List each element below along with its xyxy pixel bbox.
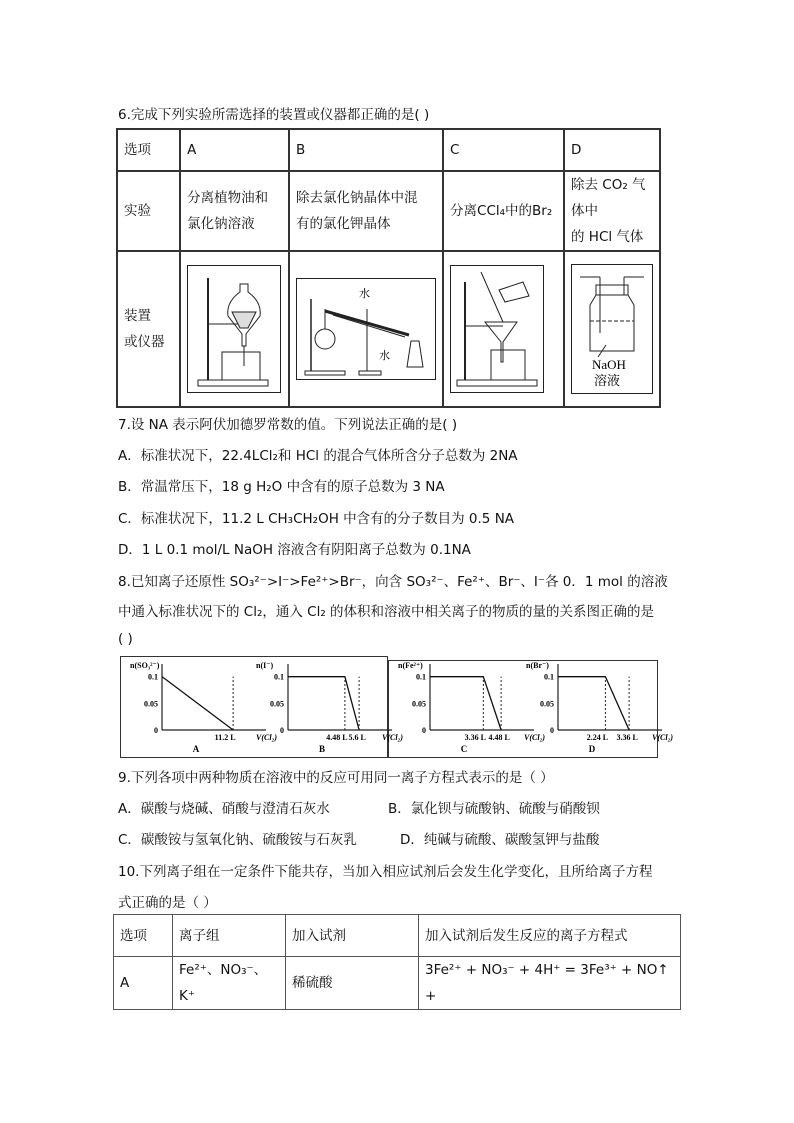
q10-line1: 10.下列离子组在一定条件下能共存，当加入相应试剂后会发生化学变化，且所给离子方程 xyxy=(118,864,653,880)
q6-head-option: 选项 xyxy=(117,129,180,171)
y-tick-label: 0 xyxy=(154,726,158,735)
y-tick-label: 0 xyxy=(422,726,426,735)
q6-opt-b: B xyxy=(289,129,443,171)
q6-opt-d: D xyxy=(564,129,660,171)
q6-exp-a: 分离植物油和 氯化钠溶液 xyxy=(180,171,289,251)
q10-row-a-reagent: 稀硫酸 xyxy=(286,957,419,1010)
q10-line2: 式正确的是（ ） xyxy=(118,895,217,911)
x-tick-label: 4.48 L xyxy=(488,733,510,742)
q7-option-d: D．1 L 0.1 mol/L NaOH 溶液含有阴阳离子总数为 0.1NA xyxy=(118,542,471,558)
chart-option-label: D xyxy=(588,744,596,754)
chart-option-label: B xyxy=(318,744,326,754)
q6-apparatus-d xyxy=(564,251,660,407)
x-axis-label: V(Cl₂) xyxy=(652,733,674,742)
q6-table xyxy=(116,128,661,408)
y-tick-label: 0.05 xyxy=(270,699,284,709)
q10-table xyxy=(113,914,681,1010)
y-tick-label: 0 xyxy=(550,726,554,735)
y-axis-label: n(SO₃²⁻) xyxy=(130,661,160,670)
y-tick-label: 0.05 xyxy=(144,699,158,709)
q6-exp-d: 除去 CO₂ 气体中 的 HCl 气体 xyxy=(564,171,660,251)
chart-option-label: A xyxy=(192,744,200,754)
x-tick-label: 4.48 L xyxy=(326,733,348,742)
y-tick-label: 0.1 xyxy=(544,672,554,682)
x-tick-label: 11.2 L xyxy=(214,733,236,742)
q9-option-c: C．碳酸铵与氢氧化钠、硫酸铵与石灰乳 xyxy=(118,832,357,848)
gas-washing-bottle-image xyxy=(572,265,652,393)
q8-line2: 中通入标准状况下的 Cl₂，通入 Cl₂ 的体积和溶液中相关离子的物质的量的关系图正确的是 xyxy=(118,604,655,620)
water-label-top: 水 xyxy=(359,288,371,300)
q7-stem: 7.设 NA 表示阿伏加德罗常数的值。下列说法正确的是( ) xyxy=(118,417,458,433)
q10-head-ions: 离子组 xyxy=(173,915,286,957)
x-axis-label: V(Cl₂) xyxy=(256,733,278,742)
q9-option-a: A．碳酸与烧碱、硝酸与澄清石灰水 xyxy=(118,801,330,817)
q8-line3: ( ) xyxy=(118,631,133,647)
q9-stem: 9.下列各项中两种物质在溶液中的反应可用同一离子方程式表示的是（ ） xyxy=(118,770,554,786)
water-label-bottom: 水 xyxy=(379,350,391,362)
x-axis-label: V(Cl₂) xyxy=(524,733,546,742)
q10-row-a-ions: Fe²⁺、NO₃⁻、K⁺ xyxy=(173,957,286,1010)
q6-apparatus-b xyxy=(289,251,443,407)
q8-line1: 8.已知离子还原性 SO₃²⁻>I⁻>Fe²⁺>Br⁻，向含 SO₃²⁻、Fe²⁺、Br⁻、I⁻各 0．1 mol 的溶液 xyxy=(118,574,668,590)
q10-row-a-option: A xyxy=(114,957,173,1010)
y-axis-label: n(I⁻) xyxy=(256,661,274,670)
q7-option-c: C．标准状况下，11.2 L CH₃CH₂OH 中含有的分子数目为 0.5 NA xyxy=(118,511,515,527)
series-line xyxy=(162,677,233,730)
q9-option-b: B．氯化钡与硫酸钠、硫酸与硝酸钡 xyxy=(388,801,600,817)
chart-option-label: C xyxy=(460,744,468,754)
filtration-apparatus-image xyxy=(451,266,543,392)
y-tick-label: 0.1 xyxy=(148,672,158,682)
q10-row-a-equation: 3Fe²⁺ + NO₃⁻ + 4H⁺ = 3Fe³⁺ + NO↑ + xyxy=(419,957,681,1010)
q6-opt-c: C xyxy=(443,129,564,171)
series-line xyxy=(288,677,359,730)
y-tick-label: 0.1 xyxy=(416,672,426,682)
naoh-label: NaOH xyxy=(592,357,626,372)
q7-option-a: A．标准状况下，22.4LCl₂和 HCl 的混合气体所含分子总数为 2NA xyxy=(118,448,518,464)
q10-head-option: 选项 xyxy=(114,915,173,957)
q8-charts xyxy=(120,656,674,760)
series-line xyxy=(430,677,501,730)
q7-option-b: B．常温常压下，18 g H₂O 中含有的原子总数为 3 NA xyxy=(118,479,445,495)
q6-exp-c: 分离CCl₄中的Br₂ xyxy=(443,171,564,251)
y-tick-label: 0.05 xyxy=(540,699,554,709)
q6-exp-b: 除去氯化钠晶体中混 有的氯化钾晶体 xyxy=(289,171,443,251)
y-axis-label: n(Fe²⁺) xyxy=(398,661,423,670)
y-tick-label: 0.05 xyxy=(412,699,426,709)
x-tick-label: 5.6 L xyxy=(348,733,366,742)
series-line xyxy=(558,677,629,730)
x-tick-label: 3.36 L xyxy=(616,733,638,742)
q6-opt-a: A xyxy=(180,129,289,171)
q10-head-reagent: 加入试剂 xyxy=(286,915,419,957)
q6-head-exp: 实验 xyxy=(117,171,180,251)
q6-apparatus-a xyxy=(180,251,289,407)
q10-head-equation: 加入试剂后发生反应的离子方程式 xyxy=(419,915,681,957)
x-axis-label: V(Cl₂) xyxy=(382,733,404,742)
distillation-apparatus-image xyxy=(297,279,435,379)
x-tick-label: 3.36 L xyxy=(464,733,487,742)
q6-head-apparatus: 装置 或仪器 xyxy=(117,251,180,407)
q6-apparatus-c xyxy=(443,251,564,407)
q6-stem: 6.完成下列实验所需选择的装置或仪器都正确的是( ) xyxy=(118,107,430,123)
separatory-funnel-image xyxy=(188,266,280,392)
x-tick-label: 2.24 L xyxy=(586,733,609,742)
q9-option-d: D．纯碱与硫酸、碳酸氢钾与盐酸 xyxy=(400,832,600,848)
y-axis-label: n(Br⁻) xyxy=(526,661,549,670)
y-tick-label: 0 xyxy=(280,726,284,735)
solution-label: 溶液 xyxy=(594,373,621,388)
y-tick-label: 0.1 xyxy=(274,672,284,682)
